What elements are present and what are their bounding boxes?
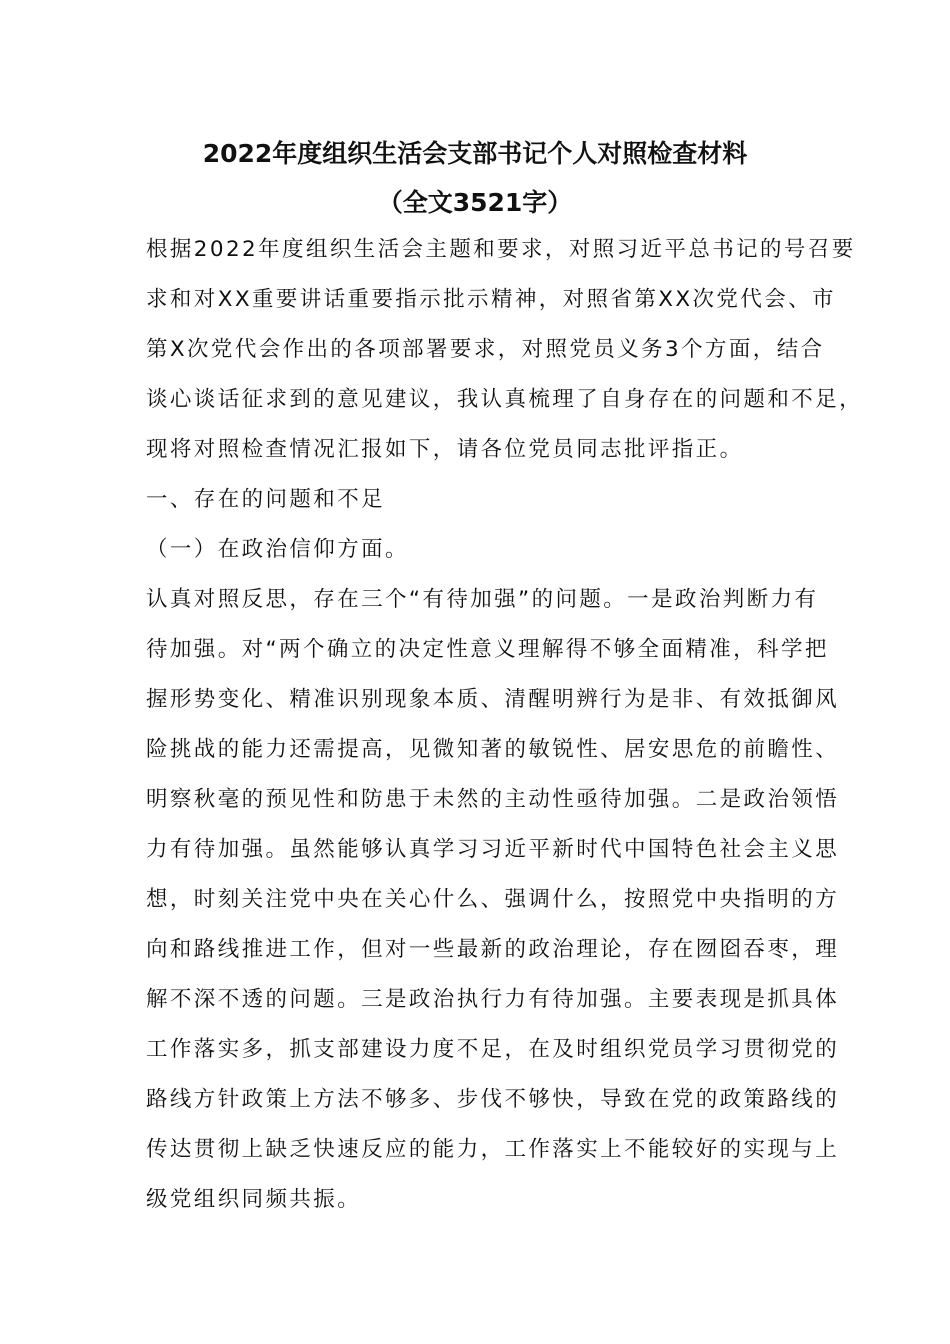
body-line: 握形势变化、精准识别现象本质、清醒明辨行为是非、有效抵御风 bbox=[146, 687, 840, 712]
section-heading: 一、存在的问题和不足 bbox=[146, 487, 386, 512]
body-line: 明察秋毫的预见性和防患于未然的主动性亟待加强。二是政治领悟 bbox=[146, 787, 840, 812]
document-subtitle: （全文3521字） bbox=[377, 188, 573, 217]
body-line: 解不深不透的问题。三是政治执行力有待加强。主要表现是抓具体 bbox=[146, 987, 840, 1012]
intro-line: 现将对照检查情况汇报如下，请各位党员同志批评指正。 bbox=[146, 437, 744, 462]
intro-line: 求和对XX重要讲话重要指示批示精神，对照省第XX次党代会、市 bbox=[146, 287, 836, 312]
body-line: 待加强。对“两个确立的决定性意义理解得不够全面精准，科学把 bbox=[146, 637, 829, 662]
subsection-heading: （一）在政治信仰方面。 bbox=[146, 537, 409, 562]
body-line: 认真对照反思，存在三个“有待加强”的问题。一是政治判断力有 bbox=[146, 587, 819, 612]
body-line: 级党组织同频共振。 bbox=[146, 1187, 362, 1212]
body-line: 向和路线推进工作，但对一些最新的政治理论，存在囫囵吞枣，理 bbox=[146, 937, 840, 962]
document-title: 2022年度组织生活会支部书记个人对照检查材料 bbox=[202, 139, 748, 168]
intro-line: 谈心谈话征求到的意见建议，我认真梳理了自身存在的问题和不足， bbox=[146, 387, 864, 412]
body-line: 险挑战的能力还需提高，见微知著的敏锐性、居安思危的前瞻性、 bbox=[146, 737, 840, 762]
body-line: 路线方针政策上方法不够多、步伐不够快，导致在党的政策路线的 bbox=[146, 1087, 840, 1112]
intro-line: 第X次党代会作出的各项部署要求，对照党员义务3个方面，结合 bbox=[146, 337, 825, 362]
intro-line: 根据2022年度组织生活会主题和要求，对照习近平总书记的号召要 bbox=[146, 237, 856, 262]
body-line: 想，时刻关注党中央在关心什么、强调什么，按照党中央指明的方 bbox=[146, 887, 840, 912]
body-line: 传达贯彻上缺乏快速反应的能力，工作落实上不能较好的实现与上 bbox=[146, 1137, 840, 1162]
body-line: 工作落实多，抓支部建设力度不足，在及时组织党员学习贯彻党的 bbox=[146, 1037, 840, 1062]
body-line: 力有待加强。虽然能够认真学习习近平新时代中国特色社会主义思 bbox=[146, 837, 840, 862]
